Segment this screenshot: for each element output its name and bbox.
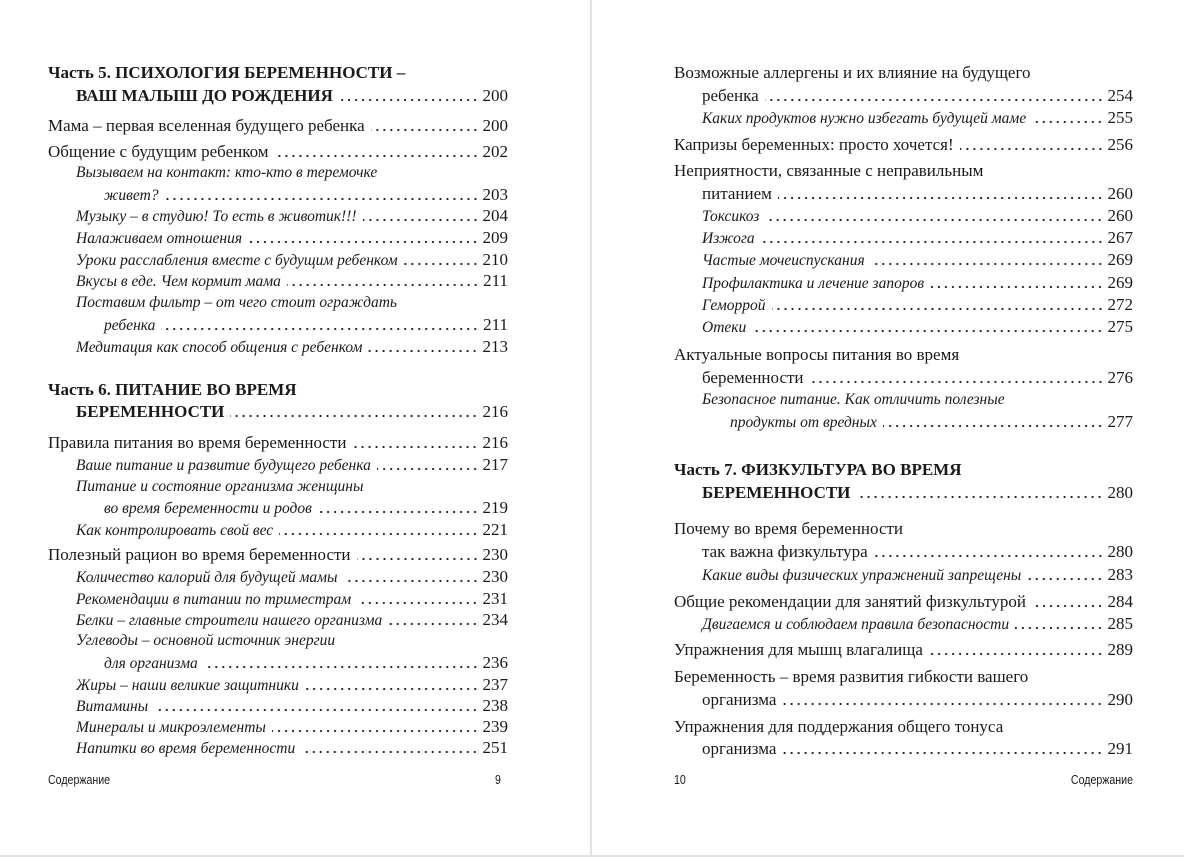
dot-leader — [154, 707, 478, 713]
entry-title: Беременность – время развития гибкости вашего — [674, 667, 1029, 686]
toc-subentry — [702, 205, 1133, 227]
entry-title: Изжога — [702, 230, 755, 247]
entry-title: Часть 7. ФИЗКУЛЬТУРА ВО ВРЕМЯ — [674, 460, 962, 479]
toc-entry — [674, 591, 1133, 613]
toc-entry — [674, 344, 1133, 366]
entry-page-number: 230 — [482, 567, 508, 586]
dot-leader — [371, 127, 479, 133]
dot-leader — [363, 217, 479, 223]
dot-leader — [368, 348, 478, 354]
dot-leader — [275, 153, 479, 159]
entry-page-number: 275 — [1107, 317, 1133, 336]
dot-leader — [761, 239, 1104, 245]
toc-subentry — [76, 519, 508, 541]
toc-subentry — [702, 272, 1133, 294]
toc-entry — [48, 432, 508, 454]
entry-title: Углеводы – основной источник энергии — [76, 632, 336, 649]
toc-subentry — [76, 588, 508, 610]
toc-entry — [702, 689, 1133, 711]
dot-leader — [357, 600, 478, 606]
dot-leader — [287, 282, 479, 288]
toc-subentry — [702, 389, 1133, 411]
entry-title: питанием — [702, 184, 772, 203]
toc-subentry — [76, 674, 508, 696]
entry-page-number: 260 — [1107, 206, 1133, 225]
running-title: Содержание — [1070, 773, 1133, 787]
entry-title: Музыку – в студию! То есть в животик!!! — [76, 208, 357, 225]
entry-page-number: 280 — [1107, 483, 1133, 502]
entry-title: Питание и состояние организма женщины — [76, 478, 364, 495]
entry-title: ребенка — [702, 86, 759, 105]
entry-page-number: 285 — [1107, 614, 1133, 633]
entry-page-number: 231 — [482, 589, 508, 608]
entry-title: Ваше питание и развитие будущего ребенка — [76, 457, 371, 474]
toc-subentry — [76, 737, 508, 759]
dot-leader — [765, 97, 1104, 103]
entry-page-number: 283 — [1107, 565, 1133, 584]
entry-page-number: 237 — [482, 675, 508, 694]
entry-page-number: 200 — [482, 86, 508, 105]
entry-title: Двигаемся и соблюдаем правила безопасности — [702, 616, 1010, 633]
toc-subentry — [702, 107, 1133, 129]
entry-title: БЕРЕМЕННОСТИ — [76, 402, 225, 421]
toc-subentry — [76, 249, 508, 271]
entry-page-number: 216 — [482, 402, 508, 421]
toc-entry — [48, 544, 508, 566]
entry-title: Общение с будущим ребенком — [48, 142, 269, 161]
toc-subentry — [76, 609, 508, 631]
entry-page-number: 200 — [482, 116, 508, 135]
entry-title: Витамины — [76, 698, 149, 715]
dot-leader — [1015, 625, 1103, 631]
entry-title: Общие рекомендации для занятий физкультурой — [674, 592, 1026, 611]
entry-title: Минералы и микроэлементы — [76, 719, 266, 736]
entry-page-number: 238 — [482, 696, 508, 715]
entry-title: продукты от вредных — [730, 414, 877, 431]
entry-title: Неприятности, связанные с неправильным — [674, 161, 984, 180]
toc-subentry — [76, 205, 508, 227]
dot-leader — [204, 664, 479, 670]
entry-title: БЕРЕМЕННОСТИ — [702, 483, 851, 502]
entry-title: Напитки во время беременности — [76, 740, 296, 757]
toc-subentry — [76, 270, 508, 292]
dot-leader — [782, 750, 1103, 756]
dot-leader — [305, 686, 479, 692]
entry-title: Часть 6. ПИТАНИЕ ВО ВРЕМЯ — [48, 380, 297, 399]
toc-subentry — [104, 652, 508, 674]
entry-title: Упражнения для поддержания общего тонуса — [674, 717, 1004, 736]
toc-part-heading — [674, 459, 1133, 481]
dot-leader — [272, 728, 479, 734]
toc-entry — [702, 738, 1133, 760]
entry-page-number: 203 — [482, 185, 508, 204]
entry-page-number: 277 — [1107, 412, 1133, 431]
entry-title: Почему во время беременности — [674, 519, 904, 538]
entry-page-number: 213 — [482, 337, 508, 356]
entry-title: Белки – главные строители нашего организма — [76, 612, 383, 629]
entry-page-number: 221 — [482, 520, 508, 539]
dot-leader — [344, 578, 479, 584]
toc-entry — [702, 183, 1133, 205]
toc-entry — [674, 160, 1133, 182]
dot-leader — [357, 556, 479, 562]
toc-subentry — [702, 227, 1133, 249]
toc-part-heading — [76, 401, 508, 423]
toc-entry — [702, 85, 1133, 107]
entry-page-number: 217 — [482, 455, 508, 474]
toc-subentry — [702, 316, 1133, 338]
entry-page-number: 230 — [482, 545, 508, 564]
toc-subentry — [702, 613, 1133, 635]
entry-page-number: 219 — [482, 498, 508, 517]
dot-leader — [883, 423, 1104, 429]
toc-entry — [674, 62, 1133, 84]
entry-page-number: 284 — [1107, 592, 1133, 611]
entry-title: Отеки — [702, 319, 747, 336]
entry-page-number: 289 — [1107, 640, 1133, 659]
toc-subentry — [76, 227, 508, 249]
entry-title: ВАШ МАЛЫШ ДО РОЖДЕНИЯ — [76, 86, 333, 105]
entry-page-number: 256 — [1107, 135, 1133, 154]
dot-leader — [772, 306, 1104, 312]
entry-page-number: 276 — [1107, 368, 1133, 387]
dot-leader — [874, 553, 1104, 559]
entry-page-number: 239 — [482, 717, 508, 736]
entry-title: Каких продуктов нужно избегать будущей маме — [702, 110, 1027, 127]
entry-page-number: 209 — [482, 228, 508, 247]
entry-title: живет? — [104, 187, 159, 204]
toc-subentry — [76, 336, 508, 358]
toc-entry — [674, 134, 1133, 156]
dot-leader — [352, 444, 478, 450]
toc-subentry — [76, 476, 508, 498]
page-number: 10 — [674, 773, 686, 787]
dot-leader — [752, 328, 1103, 334]
entry-title: Упражнения для мышц влагалища — [674, 640, 923, 659]
entry-title: Правила питания во время беременности — [48, 433, 347, 452]
toc-subentry — [104, 184, 508, 206]
dot-leader — [960, 146, 1104, 152]
toc-subentry — [76, 630, 508, 652]
dot-leader — [1032, 119, 1103, 125]
toc-part-heading — [48, 62, 508, 84]
entry-title: Уроки расслабления вместе с будущим ребенком — [76, 252, 398, 269]
entry-page-number: 204 — [482, 206, 508, 225]
entry-page-number: 290 — [1107, 690, 1133, 709]
dot-leader — [301, 749, 478, 755]
toc-entry — [702, 541, 1133, 563]
entry-title: Жиры – наши великие защитники — [76, 677, 299, 694]
page-number: 9 — [495, 773, 501, 787]
dot-leader — [248, 239, 478, 245]
entry-title: беременности — [702, 368, 804, 387]
entry-page-number: 211 — [483, 271, 508, 290]
entry-title: организма — [702, 739, 777, 758]
entry-title: Полезный рацион во время беременности — [48, 545, 351, 564]
dot-leader — [230, 413, 478, 419]
toc-entry — [48, 141, 508, 163]
toc-part-heading — [702, 482, 1133, 504]
running-title: Содержание — [48, 773, 111, 787]
toc-subentry — [76, 292, 508, 314]
dot-leader — [778, 195, 1104, 201]
entry-title: Какие виды физических упражнений запрещены — [702, 567, 1022, 584]
toc-subentry — [76, 454, 508, 476]
toc-entry — [674, 518, 1133, 540]
dot-leader — [318, 509, 479, 515]
entry-page-number: 234 — [482, 610, 508, 629]
toc-subentry — [76, 162, 508, 184]
entry-title: Вызываем на контакт: кто-кто в теремочке — [76, 164, 378, 181]
toc-part-heading — [48, 379, 508, 401]
toc-part-heading — [76, 85, 508, 107]
entry-title: Поставим фильтр – от чего стоит ограждать — [76, 294, 397, 311]
toc-subentry — [104, 314, 508, 336]
entry-page-number: 251 — [482, 738, 508, 757]
entry-page-number: 211 — [483, 315, 508, 334]
dot-leader — [165, 196, 479, 202]
dot-leader — [404, 261, 479, 267]
dot-leader — [782, 701, 1103, 707]
toc-subentry — [104, 497, 508, 519]
entry-page-number: 236 — [482, 653, 508, 672]
dot-leader — [929, 651, 1104, 657]
toc-subentry — [702, 564, 1133, 586]
entry-title: Как контролировать свой вес — [76, 522, 274, 539]
dot-leader — [377, 466, 479, 472]
entry-title: так важна физкультура — [702, 542, 868, 561]
entry-title: Мама – первая вселенная будущего ребенка — [48, 116, 365, 135]
dot-leader — [1032, 603, 1104, 609]
entry-title: Капризы беременных: просто хочется! — [674, 135, 954, 154]
dot-leader — [871, 261, 1104, 267]
entry-page-number: 267 — [1107, 228, 1133, 247]
dot-leader — [765, 217, 1103, 223]
entry-title: Количество калорий для будущей мамы — [76, 569, 338, 586]
right-page — [592, 0, 1184, 857]
toc-entry — [674, 716, 1133, 738]
dot-leader — [856, 494, 1103, 500]
entry-page-number: 202 — [482, 142, 508, 161]
entry-page-number: 269 — [1107, 250, 1133, 269]
toc-entry — [48, 115, 508, 137]
toc-subentry — [702, 249, 1133, 271]
dot-leader — [161, 326, 479, 332]
entry-title: Профилактика и лечение запоров — [702, 275, 925, 292]
entry-page-number: 254 — [1107, 86, 1133, 105]
entry-title: Рекомендации в питании по триместрам — [76, 591, 352, 608]
entry-title: Часть 5. ПСИХОЛОГИЯ БЕРЕМЕННОСТИ – — [48, 63, 406, 82]
toc-subentry — [730, 411, 1133, 433]
toc-subentry — [76, 716, 508, 738]
entry-title: Вкусы в еде. Чем кормит мама — [76, 273, 281, 290]
dot-leader — [279, 531, 478, 537]
dot-leader — [339, 97, 479, 103]
entry-title: Налаживаем отношения — [76, 230, 243, 247]
entry-title: Возможные аллергены и их влияние на будущего — [674, 63, 1031, 82]
dot-leader — [1027, 576, 1103, 582]
entry-page-number: 260 — [1107, 184, 1133, 203]
entry-page-number: 269 — [1107, 273, 1133, 292]
entry-title: Токсикоз — [702, 208, 760, 225]
entry-page-number: 210 — [482, 250, 508, 269]
entry-title: ребенка — [104, 317, 156, 334]
dot-leader — [930, 284, 1103, 290]
dot-leader — [810, 379, 1104, 385]
entry-title: организма — [702, 690, 777, 709]
entry-title: для организма — [104, 655, 198, 672]
entry-title: Геморрой — [702, 297, 766, 314]
toc-subentry — [76, 695, 508, 717]
entry-title: Актуальные вопросы питания во время — [674, 345, 960, 364]
dot-leader — [388, 621, 478, 627]
entry-page-number: 216 — [482, 433, 508, 452]
entry-title: Частые мочеиспускания — [702, 252, 865, 269]
entry-title: Безопасное питание. Как отличить полезные — [702, 391, 1005, 408]
entry-title: Медитация как способ общения с ребенком — [76, 339, 363, 356]
toc-entry — [674, 639, 1133, 661]
entry-title: во время беременности и родов — [104, 500, 312, 517]
toc-subentry — [702, 294, 1133, 316]
toc-subentry — [76, 566, 508, 588]
entry-page-number: 291 — [1107, 739, 1133, 758]
toc-entry — [674, 666, 1133, 688]
entry-page-number: 255 — [1107, 108, 1133, 127]
entry-page-number: 280 — [1107, 542, 1133, 561]
toc-entry — [702, 367, 1133, 389]
entry-page-number: 272 — [1107, 295, 1133, 314]
